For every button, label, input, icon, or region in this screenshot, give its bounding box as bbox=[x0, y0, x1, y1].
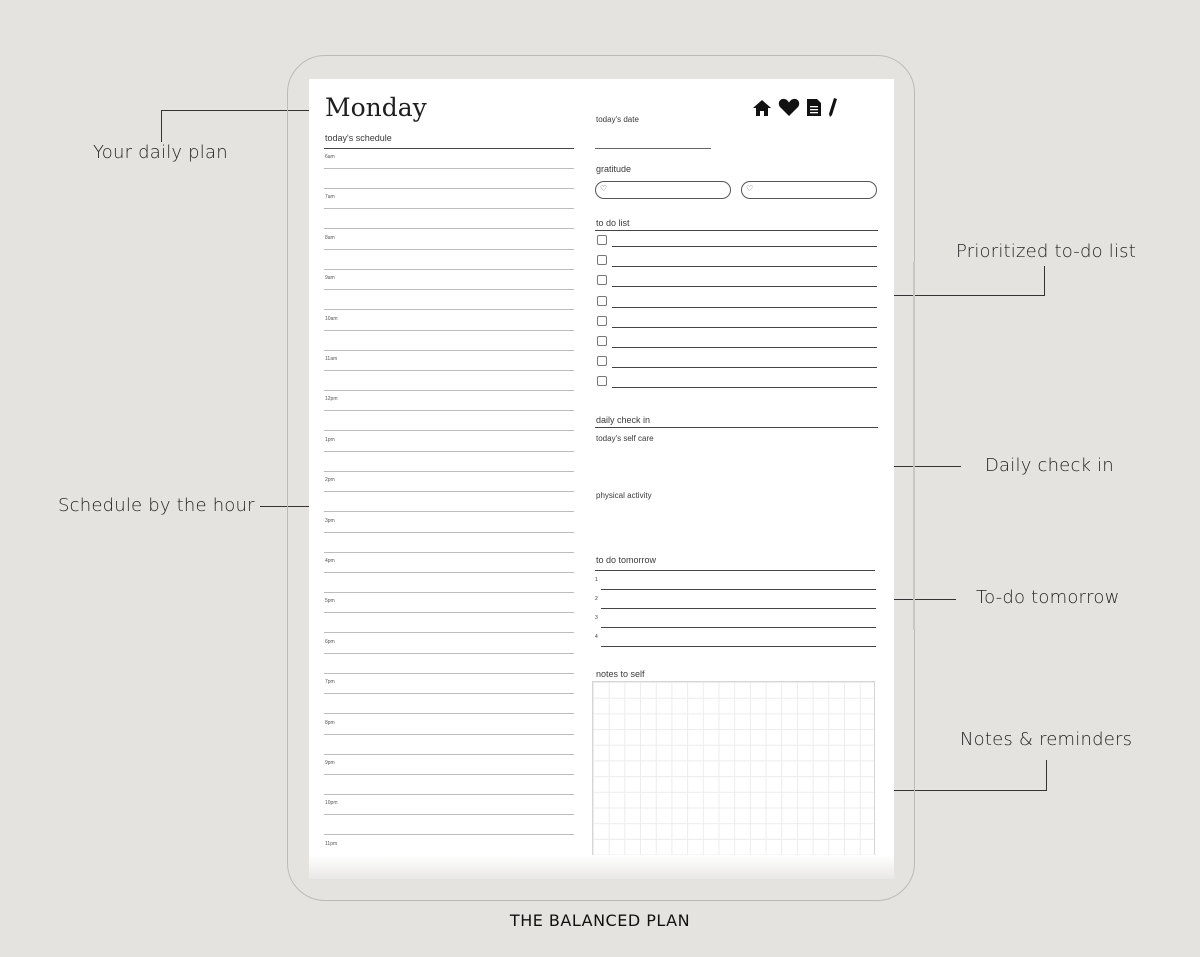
callout-notes: Notes & reminders bbox=[960, 729, 1133, 750]
schedule-line[interactable] bbox=[324, 370, 574, 371]
schedule-line[interactable] bbox=[324, 168, 574, 169]
hour-label: 5pm bbox=[325, 598, 335, 605]
checkin-header-rule bbox=[595, 427, 878, 428]
todo-line[interactable] bbox=[612, 286, 877, 287]
checkin-label: daily check in bbox=[596, 415, 651, 425]
schedule-line[interactable] bbox=[324, 269, 574, 270]
schedule-line[interactable] bbox=[324, 612, 574, 613]
todo-line[interactable] bbox=[612, 387, 877, 388]
hour-label: 11am bbox=[325, 356, 338, 362]
hour-label: 9pm bbox=[325, 760, 335, 766]
hour-label: 12pm bbox=[325, 396, 338, 403]
hour-label: 2pm bbox=[325, 477, 335, 484]
notes-label: notes to self bbox=[596, 669, 645, 679]
schedule-line[interactable] bbox=[324, 309, 574, 310]
todo-line[interactable] bbox=[612, 246, 877, 247]
schedule-header-rule bbox=[324, 148, 574, 149]
schedule-line[interactable] bbox=[324, 774, 574, 775]
todo-checkbox[interactable] bbox=[597, 235, 607, 245]
schedule-line[interactable] bbox=[324, 471, 574, 472]
pencil-icon[interactable] bbox=[828, 97, 838, 123]
schedule-line[interactable] bbox=[324, 451, 574, 452]
heart-icon[interactable] bbox=[778, 98, 800, 122]
leader-line bbox=[1046, 760, 1047, 790]
schedule-line[interactable] bbox=[324, 491, 574, 492]
schedule-line[interactable] bbox=[324, 410, 574, 411]
todo-line[interactable] bbox=[612, 367, 877, 368]
schedule-line[interactable] bbox=[324, 350, 574, 351]
tomorrow-number: 1 bbox=[595, 577, 598, 583]
schedule-line[interactable] bbox=[324, 532, 574, 533]
tomorrow-number: 4 bbox=[595, 634, 598, 640]
hour-label: 11pm bbox=[325, 840, 338, 847]
schedule-line[interactable] bbox=[324, 552, 574, 553]
hour-label: 10am bbox=[325, 315, 338, 322]
schedule-line[interactable] bbox=[324, 228, 574, 229]
leader-line bbox=[161, 110, 162, 142]
hour-label: 6am bbox=[325, 154, 335, 160]
schedule-line[interactable] bbox=[324, 572, 574, 573]
tomorrow-label: to do tomorrow bbox=[596, 555, 657, 565]
tomorrow-line[interactable] bbox=[601, 627, 876, 628]
schedule-line[interactable] bbox=[324, 693, 574, 694]
todo-checkbox[interactable] bbox=[597, 336, 607, 346]
schedule-label: today's schedule bbox=[325, 133, 392, 143]
heart-outline-icon: ♡ bbox=[746, 184, 754, 193]
hour-label: 6pm bbox=[325, 638, 335, 645]
todo-header-rule bbox=[595, 230, 878, 231]
tomorrow-number: 3 bbox=[595, 615, 598, 621]
gratitude-field-1[interactable] bbox=[595, 181, 731, 199]
hour-label: 1pm bbox=[325, 436, 335, 443]
hour-label: 3pm bbox=[325, 517, 335, 524]
todo-checkbox[interactable] bbox=[597, 255, 607, 265]
schedule-line[interactable] bbox=[324, 208, 574, 209]
schedule-line[interactable] bbox=[324, 330, 574, 331]
schedule-line[interactable] bbox=[324, 511, 574, 512]
tomorrow-line[interactable] bbox=[601, 646, 876, 647]
todo-line[interactable] bbox=[612, 307, 877, 308]
todo-checkbox[interactable] bbox=[597, 376, 607, 386]
schedule-line[interactable] bbox=[324, 289, 574, 290]
activity-label: physical activity bbox=[596, 491, 652, 500]
todo-checkbox[interactable] bbox=[597, 356, 607, 366]
schedule-line[interactable] bbox=[324, 794, 574, 795]
todo-line[interactable] bbox=[612, 327, 877, 328]
hour-label: 8pm bbox=[325, 719, 335, 726]
gratitude-field-2[interactable] bbox=[741, 181, 877, 199]
schedule-line[interactable] bbox=[324, 673, 574, 674]
schedule-line[interactable] bbox=[324, 249, 574, 250]
schedule-line[interactable] bbox=[324, 390, 574, 391]
home-icon[interactable] bbox=[752, 99, 772, 122]
schedule-line[interactable] bbox=[324, 834, 574, 835]
todo-line[interactable] bbox=[612, 266, 877, 267]
callout-todo-list: Prioritized to-do list bbox=[956, 241, 1136, 262]
schedule-line[interactable] bbox=[324, 430, 574, 431]
todo-checkbox[interactable] bbox=[597, 275, 607, 285]
hour-label: 4pm bbox=[325, 558, 335, 564]
footer-title: THE BALANCED PLAN bbox=[509, 911, 691, 930]
callout-check-in: Daily check in bbox=[985, 455, 1114, 476]
heart-outline-icon: ♡ bbox=[600, 184, 608, 193]
todo-checkbox[interactable] bbox=[597, 316, 607, 326]
todo-checkbox[interactable] bbox=[597, 296, 607, 306]
schedule-line[interactable] bbox=[324, 592, 574, 593]
date-label: today's date bbox=[596, 115, 639, 124]
tablet-edge bbox=[913, 262, 915, 630]
tomorrow-line[interactable] bbox=[601, 589, 876, 590]
hour-label: 7am bbox=[325, 194, 335, 201]
tomorrow-number: 2 bbox=[595, 596, 598, 602]
hour-label: 9am bbox=[325, 275, 335, 282]
schedule-line[interactable] bbox=[324, 734, 574, 735]
tomorrow-line[interactable] bbox=[601, 608, 876, 609]
gratitude-label: gratitude bbox=[596, 164, 632, 174]
document-icon[interactable] bbox=[806, 98, 822, 122]
hour-label: 8am bbox=[325, 234, 335, 241]
schedule-line[interactable] bbox=[324, 754, 574, 755]
todo-label: to do list bbox=[596, 218, 630, 228]
nav-icons bbox=[752, 97, 838, 123]
schedule-line[interactable] bbox=[324, 188, 574, 189]
tomorrow-header-rule bbox=[595, 570, 875, 571]
leader-line bbox=[1044, 266, 1045, 295]
callout-tomorrow: To-do tomorrow bbox=[976, 587, 1120, 608]
self-care-label: today's self care bbox=[596, 434, 654, 443]
planner-page bbox=[309, 79, 894, 878]
schedule-line[interactable] bbox=[324, 713, 574, 714]
todo-line[interactable] bbox=[612, 347, 877, 348]
schedule-line[interactable] bbox=[324, 653, 574, 654]
hour-label: 7pm bbox=[325, 679, 335, 686]
page-title: Monday bbox=[325, 93, 427, 122]
callout-daily-plan: Your daily plan bbox=[93, 142, 228, 163]
callout-schedule: Schedule by the hour bbox=[58, 495, 255, 516]
schedule-line[interactable] bbox=[324, 632, 574, 633]
page-bottom-fade bbox=[309, 855, 894, 879]
schedule-line[interactable] bbox=[324, 814, 574, 815]
hour-label: 10pm bbox=[325, 800, 338, 807]
date-field[interactable] bbox=[595, 148, 711, 149]
notes-grid[interactable] bbox=[592, 681, 875, 857]
